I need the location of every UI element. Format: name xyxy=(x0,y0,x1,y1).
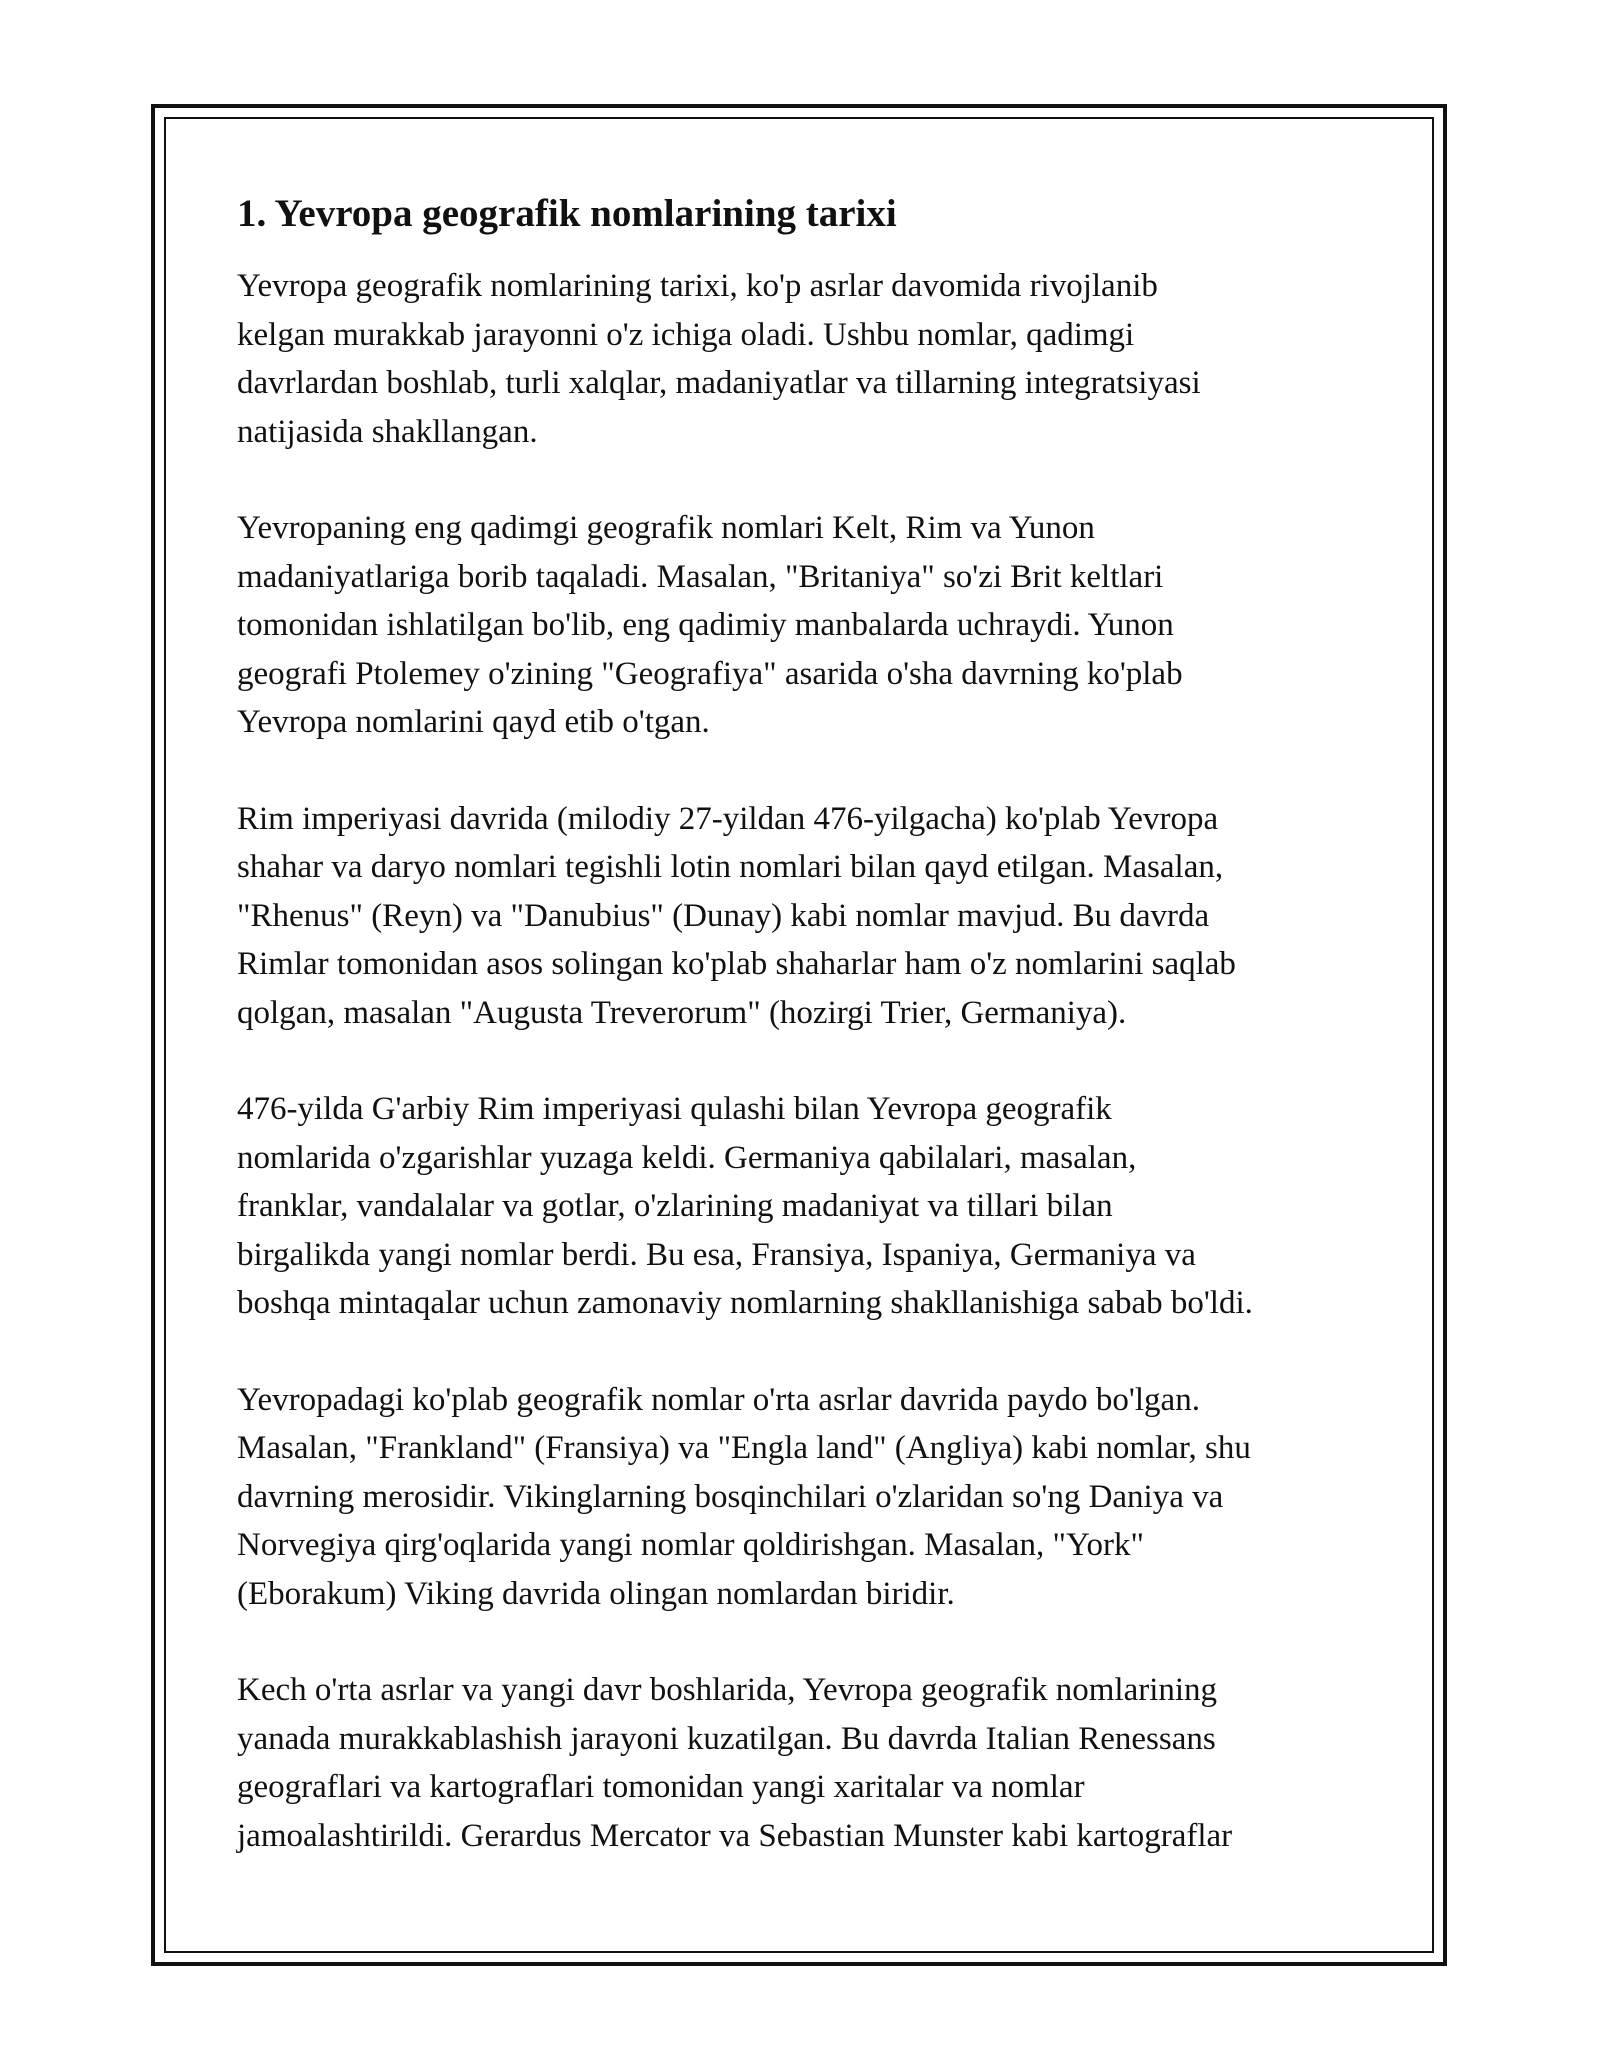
paragraph: Yevropaning eng qadimgi geografik nomlari Kelt, Rim va Yunon madaniyatlariga borib taqaladi. Masalan, "Britaniya" so'zi Brit keltlari tomonidan ishlatilgan bo'lib, eng qadimiy manbalarda uchraydi. Yunon geografi Ptolemey o'zining "Geografiya" asarida o'sha davrning ko'plab Yevropa nomlarini qayd etib o'tgan. xyxy=(237,510,1183,740)
paragraph: 476-yilda G'arbiy Rim imperiyasi qulashi bilan Yevropa geografik nomlarida o'zgarishlar yuzaga keldi. Germaniya qabilalari, masalan, franklar, vandalalar va gotlar, o'zlarining madaniyat va tillari bilan birgalikda yangi nomlar berdi. Bu esa, Fransiya, Ispaniya, Germaniya va boshqa mintaqalar uchun zamonaviy nomlarning shakllanishiga sabab bo'ldi. xyxy=(237,1091,1253,1321)
paragraph: Yevropa geografik nomlarining tarixi, ko'p asrlar davomida rivojlanib kelgan murakkab jarayonni o'z ichiga oladi. Ushbu nomlar, qadimgi davrlardan boshlab, turli xalqlar, madaniyatlar va tillarning integratsiyasi natijasida shakllangan. xyxy=(237,268,1201,450)
section-title: 1. Yevropa geografik nomlarining tarixi xyxy=(237,192,897,235)
paragraph: Rim imperiyasi davrida (milodiy 27-yildan 476-yilgacha) ko'plab Yevropa shahar va daryo nomlari tegishli lotin nomlari bilan qayd etilgan. Masalan, "Rhenus" (Reyn) va "Danubius" (Dunay) kabi nomlar mavjud. Bu davrda Rimlar tomonidan asos solingan ko'plab shaharlar ham o'z nomlarini saqlab qolgan, masalan "Augusta Treverorum" (hozirgi Trier, Germaniya). xyxy=(237,800,1236,1031)
document-body xyxy=(237,186,1377,1908)
paragraph: Yevropadagi ko'plab geografik nomlar o'rta asrlar davrida paydo bo'lgan. Masalan, "Frankland" (Fransiya) va "Engla land" (Angliya) kabi nomlar, shu davrning merosidir. Vikinglarning bosqinchilari o'zlaridan so'ng Daniya va Norvegiya qirg'oqlarida yangi nomlar qoldirishgan. Masalan, "York" (Eborakum) Viking davrida olingan nomlardan biridir. xyxy=(237,1381,1251,1612)
paragraph: Kech o'rta asrlar va yangi davr boshlarida, Yevropa geografik nomlarining yanada murakkablashish jarayoni kuzatilgan. Bu davrda Italian Renessans geograflari va kartograflari tomonidan yangi xaritalar va nomlar jamoalashtirildi. Gerardus Mercator va Sebastian Munster kabi kartograflar xyxy=(237,1672,1233,1854)
